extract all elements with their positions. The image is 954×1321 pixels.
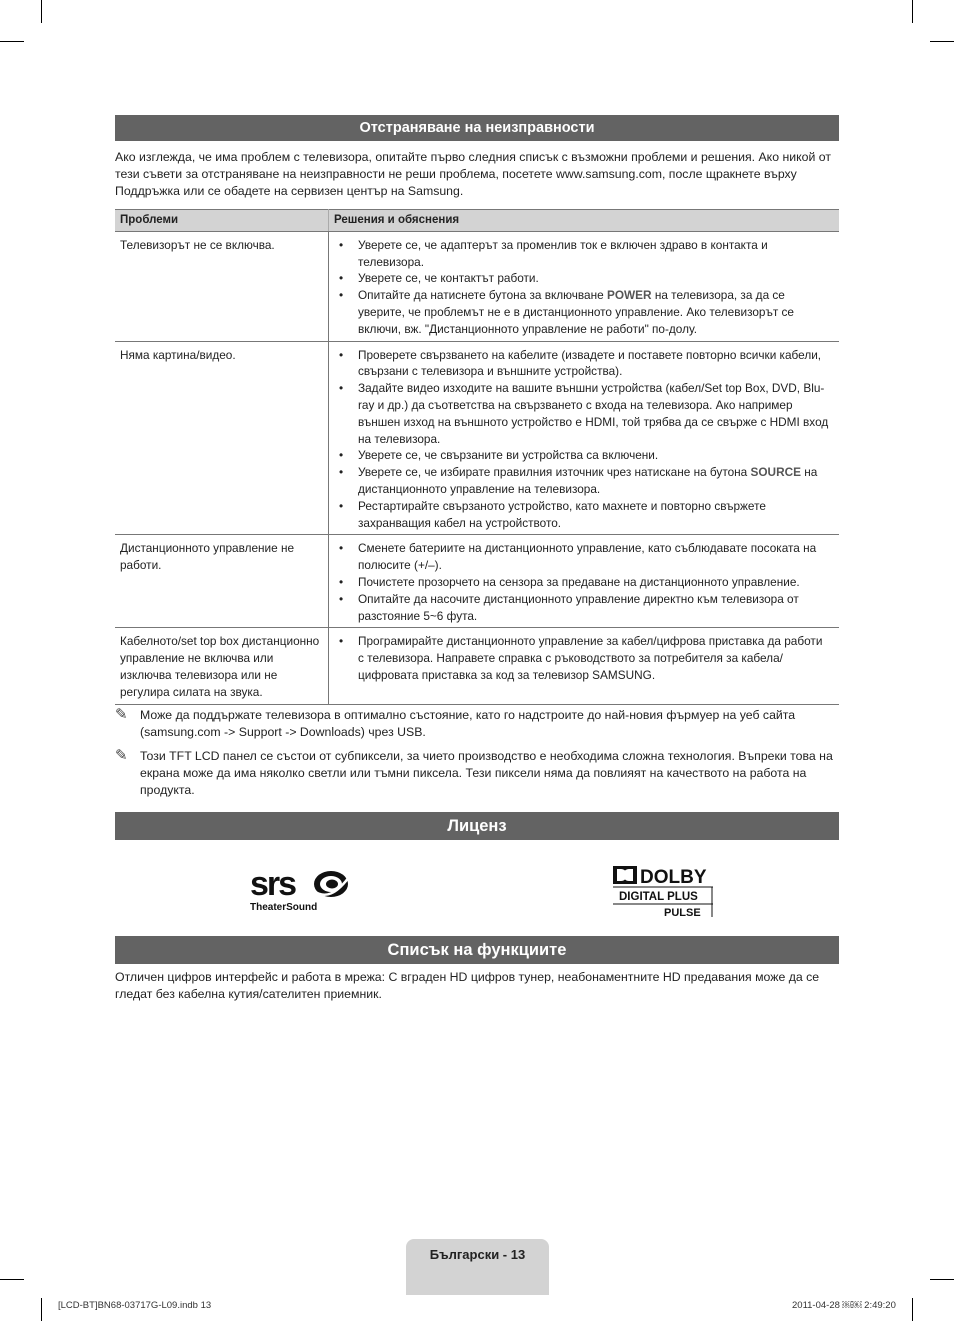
pencil-note-icon: ✎ (115, 706, 128, 723)
note-pixels (115, 748, 839, 799)
svg-text:DOLBY: DOLBY (640, 867, 707, 888)
crop-mark (0, 1279, 24, 1280)
solution-item: • Уверете се, че контактът работи. (337, 270, 831, 287)
crop-mark (41, 0, 42, 23)
page-number-tab: Български - 13 (406, 1239, 549, 1295)
troubleshooting-intro: Ако изглежда, че има проблем с телевизора, опитайте първо следния списък с възможни проблеми и решения. Ако никой от тези съвети за отстраняване на неизправности не реши проблема, посетете www.samsung.com, после щракнете върху Поддръжка или се обадете на сервизен център на Samsung. (115, 150, 831, 198)
srs-theatersound-logo (250, 865, 354, 913)
solutions-cell (329, 535, 840, 628)
section-title-troubleshooting: Отстраняване на неизправности (115, 115, 839, 141)
problem-cell: Телевизорът не се включва. (115, 231, 329, 341)
column-header-problems: Проблеми (115, 210, 329, 232)
crop-mark (930, 41, 954, 42)
solutions-cell (329, 628, 840, 704)
column-header-solutions: Решения и обяснения (329, 210, 840, 232)
footer-timestamp: 2011-04-28 ￼￼ 2:49:20 (792, 1300, 896, 1311)
footer-filename: [LCD-BT]BN68-03717G-L09.indb 13 (58, 1300, 212, 1311)
table-row (115, 341, 839, 535)
problem-cell: Няма картина/видео. (115, 341, 329, 535)
solution-item: • Програмирайте дистанционното управление за кабел/цифрова приставка да работи с телевизора. Направете справка с ръководството за потребителя за кабела/цифровата приставка за код за телевизор SAMSUNG. (337, 633, 831, 683)
problem-cell: Кабелното/set top box дистанционно управление не включва или изключва телевизора или не регулира силата на звука. (115, 628, 329, 704)
notes (115, 707, 839, 806)
section-title-features: Списък на функциите (115, 936, 839, 964)
solutions-cell (329, 231, 840, 341)
svg-text:srs: srs (250, 865, 296, 903)
svg-text:TheaterSound: TheaterSound (250, 902, 318, 913)
problem-cell: Дистанционното управление не работи. (115, 535, 329, 628)
solution-item: • Проверете свързването на кабелите (извадете и поставете повторно всички кабели, свързани с телевизора и външните устройства). (337, 347, 831, 381)
crop-mark (912, 0, 913, 23)
crop-mark (41, 1298, 42, 1321)
solution-item: • Рестартирайте свързаното устройство, като махнете и повторно свържете захранващия кабел на устройството. (337, 498, 831, 532)
section-title-license: Лиценз (115, 812, 839, 840)
note-firmware (115, 707, 839, 741)
note-text: Може да поддържате телевизора в оптимално състояние, като го надстроите до най-новия фърмуер на уеб сайта (samsung.com -> Support -> Downloads) чрез USB. (140, 708, 796, 739)
troubleshooting-table (115, 209, 839, 705)
crop-mark (0, 41, 24, 42)
table-row (115, 628, 839, 704)
features-text: Отличен цифров интерфейс и работа в мрежа: С вграден HD цифров тунер, неабонаментните HD предавания може да се гледат без кабелна кутия/сателитен приемник. (115, 970, 820, 1001)
solutions-cell (329, 341, 840, 535)
svg-text:PULSE: PULSE (664, 907, 701, 919)
table-row (115, 535, 839, 628)
solution-item: • Задайте видео изходите на вашите външни устройства (кабел/Set top Box, DVD, Blu-ray и др.) да съответства на свързването с входа на телевизора. Ако например външен изход на външното устройство е HDMI, той трябва да се свърже с HDMI вход на телевизора. (337, 380, 831, 447)
crop-mark (912, 1298, 913, 1321)
button-name: SOURCE (750, 465, 801, 480)
svg-text:DIGITAL PLUS: DIGITAL PLUS (619, 891, 698, 903)
button-name: POWER (606, 288, 652, 303)
solution-item: • Опитайте да натиснете бутона за включване POWER на телевизора, за да се уверите, че проблемът не е в дистанционното управление. Ако телевизорът се включи, вж. "Дистанционното управление не работи" по-долу. (337, 287, 831, 337)
solution-item: • Уверете се, че свързаните ви устройства са включени. (337, 447, 831, 464)
solution-item: • Уверете се, че избирате правилния източник чрез натискане на бутона SOURCE на дистанционното управление на телевизора. (337, 464, 831, 498)
pencil-note-icon: ✎ (115, 747, 128, 764)
crop-mark (930, 1279, 954, 1280)
solution-item: • Опитайте да насочите дистанционното управление директно към телевизора от разстояние 5~6 фута. (337, 591, 831, 625)
dolby-digital-plus-pulse-logo (612, 865, 714, 919)
solution-item: • Сменете батериите на дистанционното управление, като съблюдавате посоката на полюсите (+/–). (337, 540, 831, 574)
table-row (115, 231, 839, 341)
solution-item: • Уверете се, че адаптерът за променлив ток е включен здраво в контакта и телевизора. (337, 237, 831, 271)
note-text: Този TFT LCD панел се състои от субпиксели, за чието производство е необходима сложна технология. Въпреки това на екрана може да има няколко светли или тъмни пиксела. Тези пиксели няма да повлияят на качеството на работа на продукта. (140, 749, 833, 797)
solution-item: • Почистете прозорчето на сензора за предаване на дистанционното управление. (337, 574, 831, 591)
